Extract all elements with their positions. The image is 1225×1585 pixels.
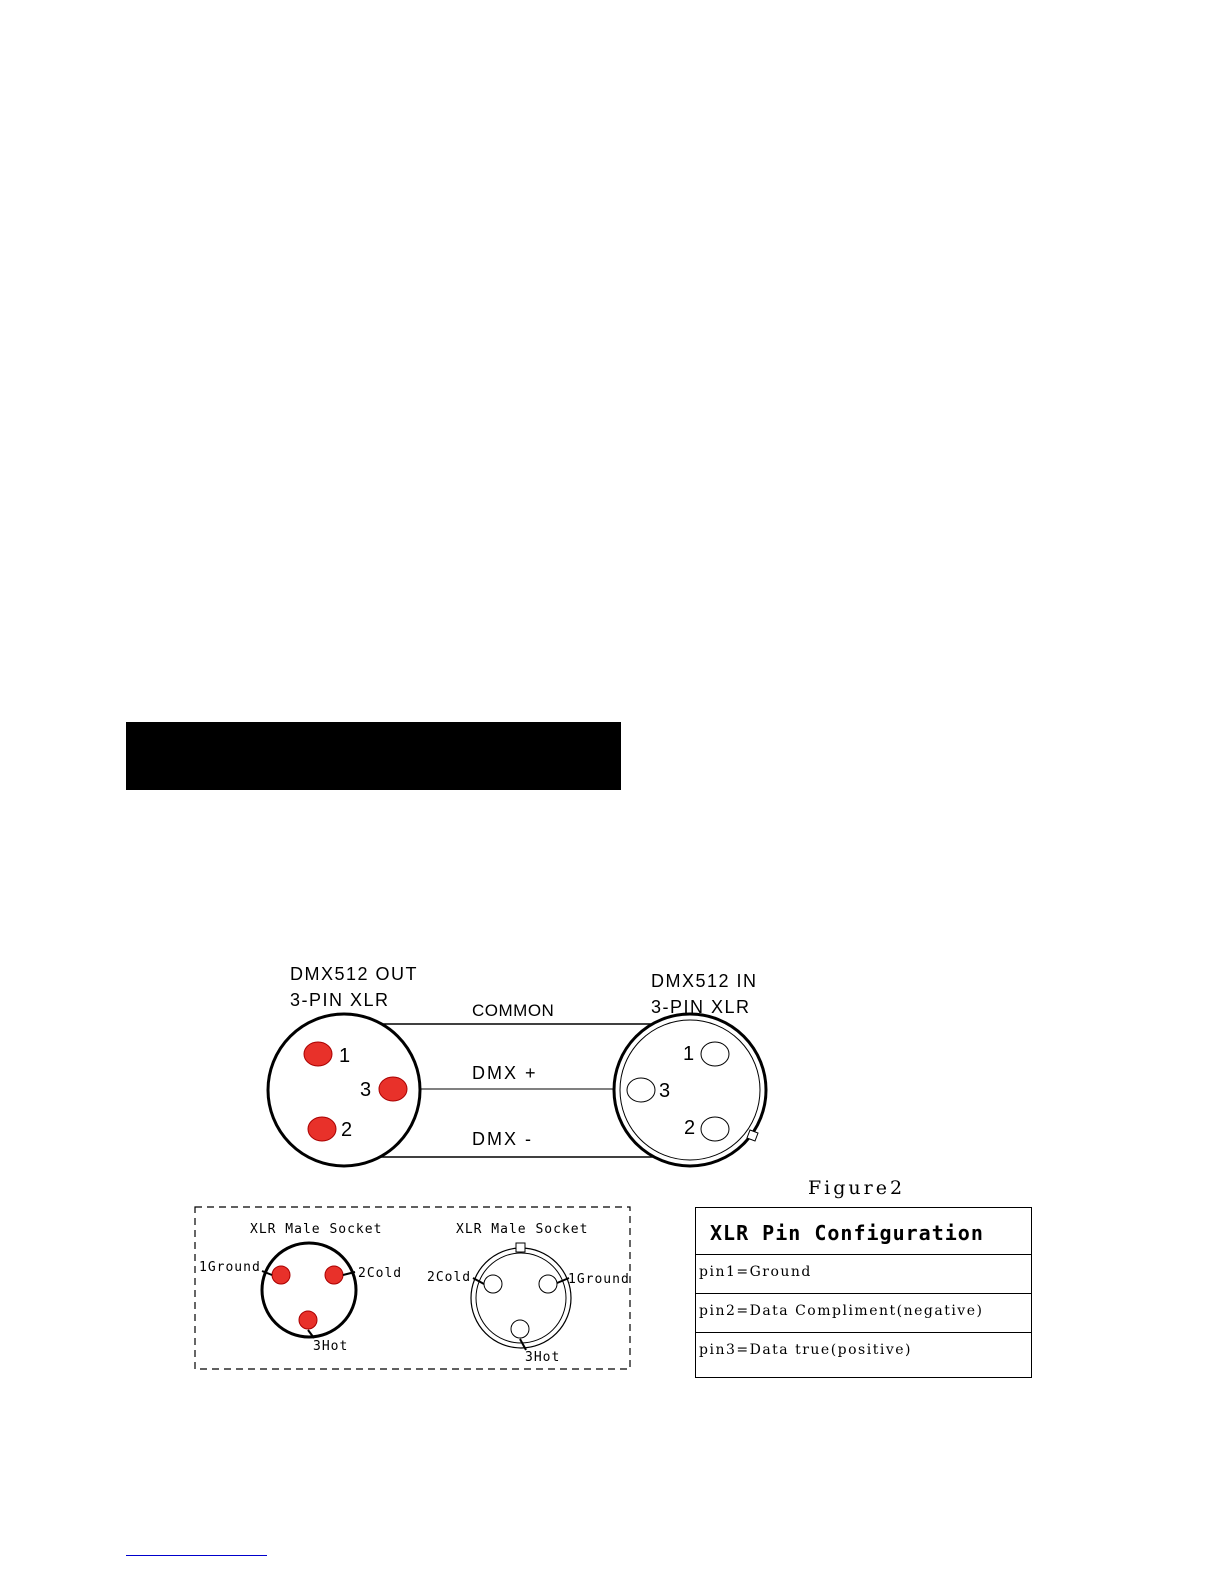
out-pin-1 [304, 1042, 332, 1066]
left-socket-pin-hot [299, 1311, 317, 1329]
right-socket-pin-cold [484, 1275, 502, 1293]
out-pin-3 [379, 1077, 407, 1101]
in-title-line2: 3-PIN XLR [651, 997, 751, 1017]
pin-table-row-1: pin1=Ground [696, 1255, 1031, 1294]
in-title-line1: DMX512 IN [651, 971, 758, 991]
in-pin-1 [701, 1042, 729, 1066]
in-pin-1-label: 1 [683, 1043, 695, 1065]
in-pin-2 [701, 1117, 729, 1141]
left-socket-title: XLR Male Socket [250, 1222, 383, 1237]
right-ground-label: 1Ground [568, 1272, 630, 1287]
pin-table-header: XLR Pin Configuration [696, 1208, 1031, 1255]
out-pin-1-label: 1 [339, 1045, 351, 1067]
right-socket-key [516, 1243, 525, 1252]
out-pin-3-label: 3 [360, 1079, 372, 1101]
left-socket-pin-ground [272, 1266, 290, 1284]
figure-caption: Figure2 [808, 1177, 906, 1199]
pin-configuration-table [695, 1207, 1032, 1378]
right-hot-label: 3Hot [525, 1350, 561, 1365]
footnote-separator [126, 1555, 267, 1556]
common-label: COMMON [472, 1001, 555, 1020]
left-ground-label: 1Ground [199, 1260, 261, 1275]
left-hot-label: 3Hot [313, 1339, 349, 1354]
left-cold-label: 2Cold [358, 1266, 403, 1281]
right-cold-label: 2Cold [427, 1270, 472, 1285]
right-socket-pin-ground [539, 1275, 557, 1293]
out-pin-2 [308, 1117, 336, 1141]
dmx-plus-label: DMX + [472, 1063, 538, 1083]
out-pin-2-label: 2 [341, 1119, 353, 1141]
pin-table-row-2: pin2=Data Compliment(negative) [696, 1294, 1031, 1333]
left-socket-pin-cold [325, 1266, 343, 1284]
right-socket-pin-hot [511, 1320, 529, 1338]
out-title-line2: 3-PIN XLR [290, 990, 390, 1010]
dmx-minus-label: DMX - [472, 1129, 533, 1149]
in-pin-3 [627, 1078, 655, 1102]
pin-table-row-3: pin3=Data true(positive) [699, 1342, 912, 1358]
out-title-line1: DMX512 OUT [290, 964, 419, 984]
right-socket-title: XLR Male Socket [456, 1222, 589, 1237]
in-pin-3-label: 3 [659, 1080, 671, 1102]
in-pin-2-label: 2 [684, 1117, 696, 1139]
